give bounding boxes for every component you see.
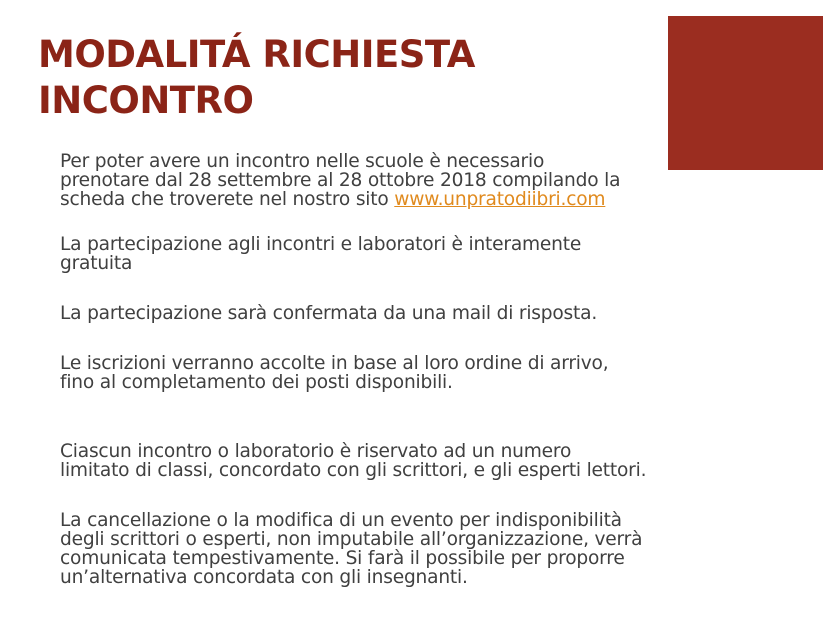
paragraph-line: Per poter avere un incontro nelle scuole è necessario [60, 151, 545, 172]
paragraph-limited-classes [60, 442, 750, 480]
slide-title [38, 32, 475, 124]
paragraph-line: La partecipazione sarà confermata da una mail di risposta. [60, 303, 598, 324]
accent-square [668, 16, 823, 170]
slide-body [60, 152, 750, 587]
paragraph-line: La cancellazione o la modifica di un evento per indisponibilità [60, 510, 622, 531]
paragraph-line: La partecipazione agli incontri e laboratori è interamente [60, 234, 582, 255]
paragraph-booking [60, 152, 750, 209]
paragraph-registration-order [60, 354, 750, 392]
paragraph-confirmation [60, 304, 750, 323]
paragraph-line: Le iscrizioni verranno accolte in base al loro ordine di arrivo, [60, 353, 609, 374]
paragraph-line: comunicata tempestivamente. Si farà il possibile per proporre [60, 548, 625, 569]
paragraph-line: limitato di classi, concordato con gli scrittori, e gli esperti lettori. [60, 460, 647, 481]
paragraph-line [60, 190, 750, 209]
paragraph-line: Ciascun incontro o laboratorio è riservato ad un numero [60, 441, 572, 462]
paragraph-cancellation [60, 511, 750, 587]
paragraph-line-prefix: scheda che troverete nel nostro sito [60, 189, 395, 210]
slide-title-line-1: MODALITÁ RICHIESTA [38, 33, 475, 76]
paragraph-line: un’alternativa concordata con gli insegnanti. [60, 567, 468, 588]
paragraph-line: prenotare dal 28 settembre al 28 ottobre 2018 compilando la [60, 170, 621, 191]
slide-title-line-2: INCONTRO [38, 79, 254, 122]
paragraph-line: degli scrittori o esperti, non imputabile all’organizzazione, verrà [60, 529, 643, 550]
website-link[interactable]: www.unpratodiibri.com [394, 189, 606, 210]
paragraph-free-participation [60, 235, 750, 273]
paragraph-line: fino al completamento dei posti disponibili. [60, 372, 453, 393]
paragraph-line: gratuita [60, 253, 133, 274]
